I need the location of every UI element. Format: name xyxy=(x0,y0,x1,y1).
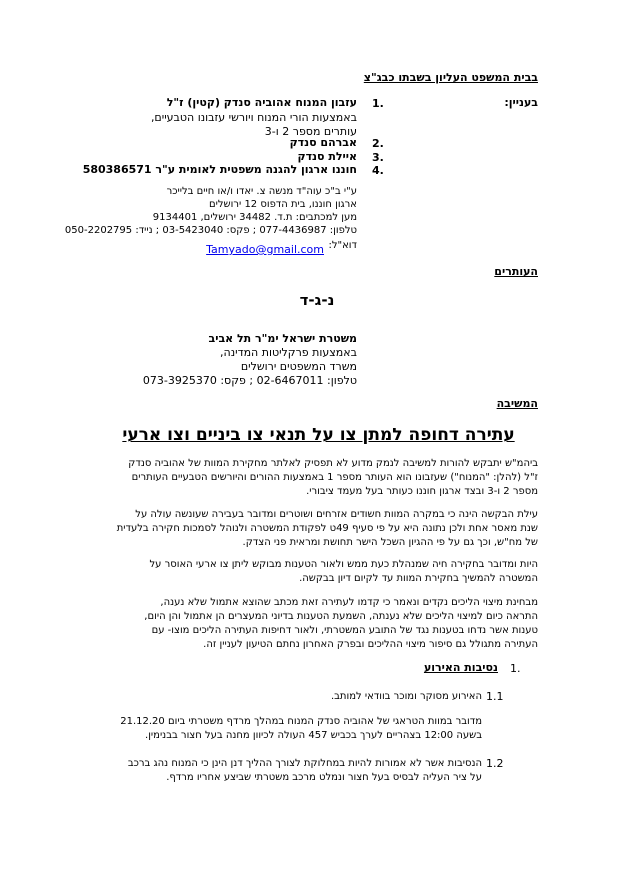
respondent-label: המשיבה xyxy=(496,397,538,410)
petitioner-number: 2. xyxy=(372,137,384,150)
paragraph-line: של מח"ש, וכך גם על פי ההגיון השכל הישר תחושת ומראית פני הצדק. xyxy=(242,537,538,548)
paragraph-line: ז"ל (להלן: "המנוח") שעזבונו הוא העותר מספר 1 באמצעות ההורים והיורשים הטבעיים העותרים xyxy=(131,472,538,483)
petitioners-label: העותרים xyxy=(494,265,538,278)
counsel-line: ארגון חוננו, בית הדפוס 12 ירושלים xyxy=(209,199,357,210)
paragraph xyxy=(93,457,538,499)
item-number: 1.1 xyxy=(486,690,504,703)
item-line: בשעה 12:00 בצהריים לערך בכביש 457 העולה לכיוון מחנה בעל חצור בבנימין. xyxy=(145,730,482,741)
petitioner-number: 3. xyxy=(372,151,384,164)
email-link[interactable]: Tamyado@gmail.com xyxy=(206,243,324,256)
email-label: דוא"ל: xyxy=(328,240,357,251)
paragraph-line: היות ומדובר בחקירה חיה שמנהלת כעת ממש ולאור הטענות מבוקש ליתן צו ארעי האוסר על xyxy=(149,559,538,570)
paragraph xyxy=(93,508,538,550)
respondent-line: משרד המשפטים ירושלים xyxy=(240,360,357,373)
petitioner-number: 4. xyxy=(372,164,384,177)
paragraph-line: עילת הבקשה הינה כי במקרה המוות חשודים אזרחים ושוטרים ומדובר בעבירה שעונשה עולה על xyxy=(135,509,538,520)
section-title: נסיבות האירוע xyxy=(423,661,498,674)
item-line: על ציר העליה לבסיס בעל חצור ונמלט מרכב משטרתי שביצע אחריו מרדף. xyxy=(166,772,482,783)
respondent-line: טלפון: 02-6467011 ; פקס: 073-3925370 xyxy=(142,374,357,387)
section-number: 1. xyxy=(510,662,521,675)
court-header: בבית המשפט העליון בשבתו כבג"צ xyxy=(363,71,538,84)
paragraph-line: שנת מאסר אחת ולכן נתונה היא על פי סעיף 49ט לפקודת המשטרה ולנוהל לסמכות חקירה בלעדית xyxy=(116,523,538,534)
petitioner-line: איילת סנדק xyxy=(297,150,357,163)
regarding-label: בעניין: xyxy=(504,96,538,109)
paragraph-line: טענות אשר נדחו בטענות נגד של התובע המשטרתי, ולאור דחיפות העתירה הליכים מוצו- עם xyxy=(151,625,538,636)
paragraph xyxy=(93,558,538,586)
paragraph-line: מבחינת מיצוי הליכים נקדים ונאמר כי קדמו לעתירה זאת מכתב שהוצא אתמול שלא נענה, xyxy=(160,597,538,608)
counsel-line: מען למכתבים: ת.ד. 34482 ירושלים, 9134401 xyxy=(152,212,357,223)
item-text: האירוע מסוקר ומוכר בוודאי למותב. xyxy=(330,691,482,702)
petitioner-line: עזבון המנוח אהוביה סנדק (קטין) ז"ל xyxy=(166,96,357,109)
versus-label: נ-ג-ד xyxy=(299,291,335,309)
respondent-line: משטרת ישראל ימ"ר תל אביב xyxy=(208,332,357,345)
petitioner-line: באמצעות הורי המנוח ויורשי עזבונו הטבעיים, xyxy=(150,111,357,124)
petitioner-number: 1. xyxy=(372,97,384,110)
petitioner-line: אברהם סנדק xyxy=(289,136,357,149)
petitioner-line: חוננו ארגון להגנה משפטית לאומית ע"ר 580386571 xyxy=(82,163,357,176)
counsel-line: ע"י ב"כ עוה"ד מנשה צ. יאדו ו/או חיים בלייכר xyxy=(166,186,357,197)
paragraph-line: המשטרה להמשיך בחקירת המוות עד לקיום דיון בבקשה. xyxy=(299,573,538,584)
petitioner-line: עותרים מספר 2 ו-3 xyxy=(264,125,357,138)
item-line: מדובר במוות הטראגי של אהוביה סנדק המנוח במהלך מרדף משטרתי ביום 21.12.20 xyxy=(120,716,482,727)
paragraph-line: מספר 2 ו-3 ובצד ארגון חוננו כעותר בעל מעמד ציבורי. xyxy=(306,486,538,497)
paragraph-line: ביהמ"ש יתבקש להורות למשיבה לנמק מדוע לא תפסיק לאלתר מחקירת המוות של אהוביה סנדק xyxy=(128,458,538,469)
respondent-line: באמצעות פרקליטות המדינה, xyxy=(220,346,357,359)
item-line: הנסיבות אשר לא אמורות להיות במחלוקת לצורך ההליך דנן הינן כי המנוח נהג ברכב xyxy=(127,758,482,769)
paragraph-line: התראה כיום למיצוי הליכים שלא נענתה, השמעת הטענות בדיוני המעצרים הן אתמול והן היום, xyxy=(144,611,538,622)
paragraph xyxy=(93,596,538,652)
paragraph-line: העתירה מתגולל גם סיפור מיצוי ההליכים ובפרק האחרון נחתם הטיעון לעניין זה. xyxy=(203,639,538,650)
counsel-line: טלפון: 077-4436987 ; פקס: 03-5423040 ; נייד: 050-2202795 xyxy=(64,225,357,236)
document-title: עתירה דחופה למתן צו על תנאי צו ביניים וצו ארעי xyxy=(122,425,515,445)
item-number: 1.2 xyxy=(486,757,504,770)
